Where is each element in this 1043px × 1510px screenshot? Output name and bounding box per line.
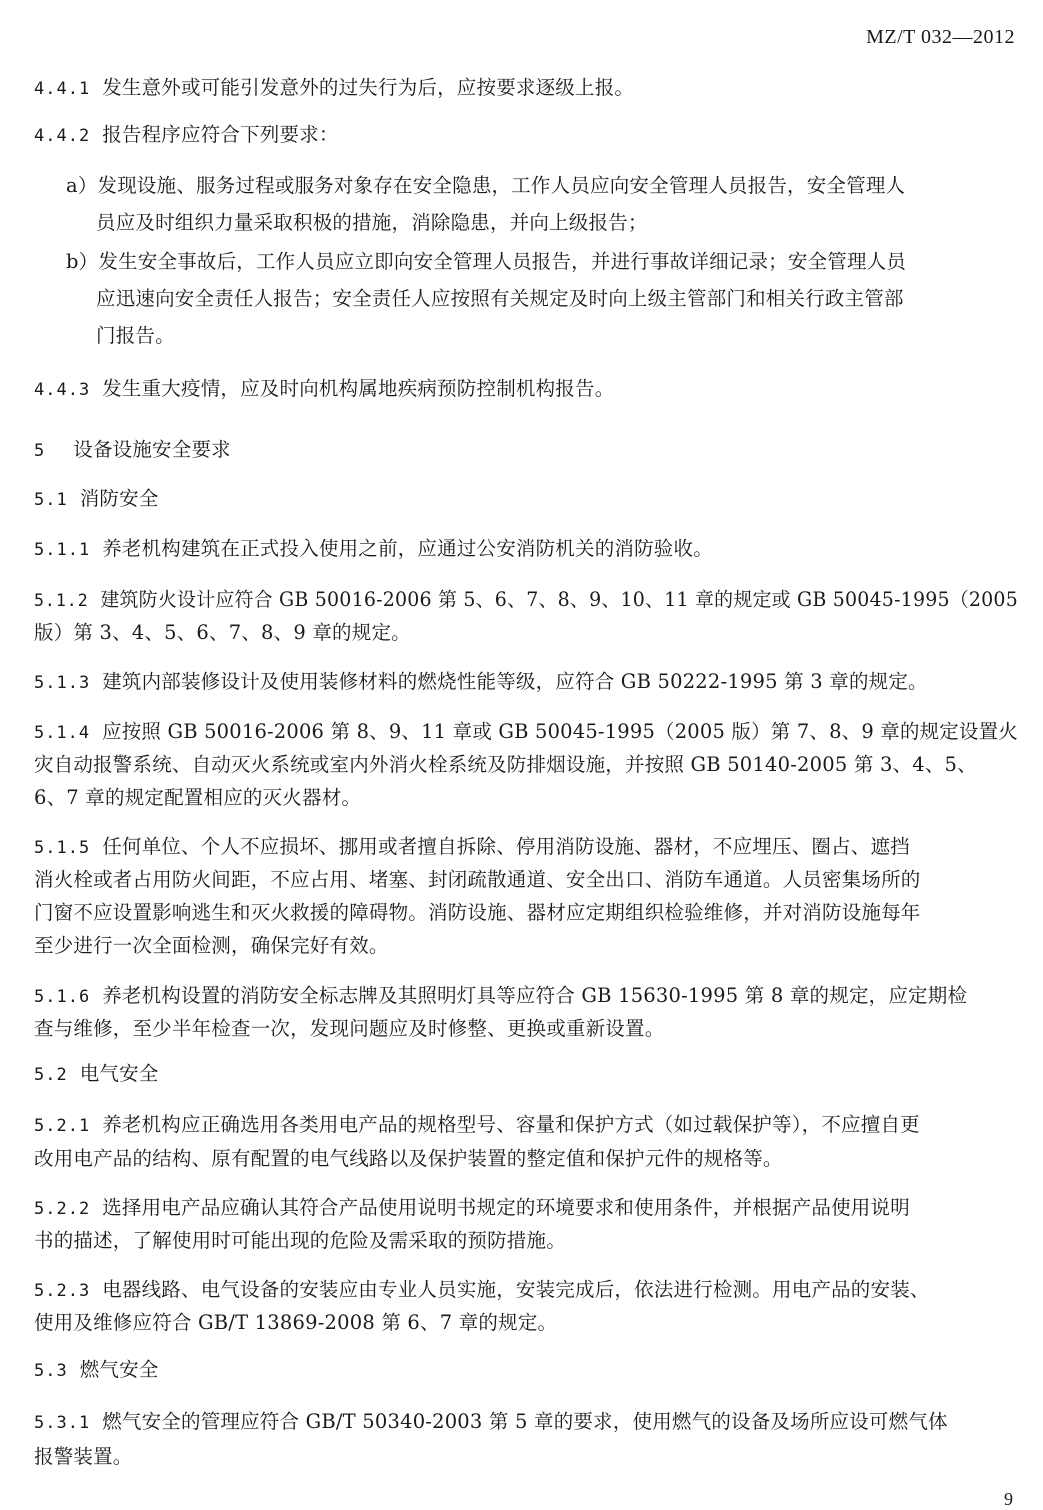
- clause-number: 5.1: [34, 490, 68, 510]
- clause-text: 使用及维修应符合 GB/T 13869-2008 第 6、7 章的规定。: [34, 1311, 558, 1334]
- page-number: 9: [1004, 1489, 1013, 1509]
- clause-line: [34, 1358, 159, 1383]
- clause-number: 4.4.3: [34, 380, 91, 400]
- clause-text: 门窗不应设置影响逃生和灭火救援的障碍物。消防设施、器材应定期组织检验维修，并对消防设施每年: [34, 901, 921, 924]
- clause-number: 5.2.1: [34, 1116, 91, 1136]
- clause-line: [34, 720, 1018, 745]
- clause-text: b）发生安全事故后，工作人员应立即向安全管理人员报告，并进行事故详细记录；安全管理人员: [66, 250, 907, 273]
- clause-line: [34, 1062, 159, 1087]
- clause-line: [34, 984, 967, 1009]
- clause-text: 建筑防火设计应符合 GB 50016-2006 第 5、6、7、8、9、10、11 章的规定或 GB 50045-1995（2005: [100, 588, 1018, 611]
- clause-text: 选择用电产品应确认其符合产品使用说明书规定的环境要求和使用条件，并根据产品使用说明: [102, 1196, 910, 1219]
- clause-text: 书的描述，了解使用时可能出现的危险及需采取的预防措施。: [34, 1229, 566, 1252]
- clause-line: [34, 670, 928, 695]
- clause-line: [34, 487, 159, 512]
- clause-line: [34, 537, 713, 562]
- clause-number: 5.1.4: [34, 723, 91, 743]
- clause-text: 发生重大疫情，应及时向机构属地疾病预防控制机构报告。: [102, 377, 615, 400]
- clause-line: [34, 123, 339, 148]
- clause-number: 5.1.1: [34, 540, 91, 560]
- clause-text: 报警装置。: [34, 1445, 133, 1468]
- clause-text: 版）第 3、4、5、6、7、8、9 章的规定。: [34, 621, 411, 644]
- clause-text: 消防安全: [79, 487, 159, 510]
- clause-line: [34, 76, 634, 101]
- clause-number: 5: [34, 441, 46, 461]
- clause-text: 应迅速向安全责任人报告；安全责任人应按照有关规定及时向上级主管部门和相关行政主管部: [96, 287, 904, 310]
- clause-line: [34, 1278, 930, 1303]
- clause-text: 查与维修，至少半年检查一次，发现问题应及时修整、更换或重新设置。: [34, 1017, 665, 1040]
- clause-text: 员应及时组织力量采取积极的措施，消除隐患，并向上级报告；: [96, 211, 648, 234]
- continuation-line: [34, 934, 389, 958]
- clause-number: 4.4.1: [34, 79, 91, 99]
- clause-text: 电器线路、电气设备的安装应由专业人员实施，安装完成后，依法进行检测。用电产品的安装、: [102, 1278, 930, 1301]
- clause-text: 养老机构应正确选用各类用电产品的规格型号、容量和保护方式（如过载保护等），不应擅自更: [102, 1113, 920, 1136]
- continuation-line: [96, 287, 904, 311]
- continuation-line: [34, 1311, 557, 1335]
- clause-text: 改用电产品的结构、原有配置的电气线路以及保护装置的整定值和保护元件的规格等。: [34, 1147, 783, 1170]
- clause-text: 燃气安全的管理应符合 GB/T 50340-2003 第 5 章的要求，使用燃气的设备及场所应设可燃气体: [102, 1410, 948, 1433]
- clause-text: 养老机构设置的消防安全标志牌及其照明灯具等应符合 GB 15630-1995 第 8 章的规定，应定期检: [102, 984, 968, 1007]
- clause-line: [34, 1196, 910, 1221]
- clause-number: 5.1.2: [34, 591, 89, 611]
- clause-line: [34, 1113, 920, 1138]
- clause-number: 4.4.2: [34, 126, 91, 146]
- clause-line: [34, 835, 910, 860]
- clause-text: 设备设施安全要求: [73, 438, 231, 461]
- clause-text: 6、7 章的规定配置相应的灭火器材。: [34, 786, 362, 809]
- clause-text: 应按照 GB 50016-2006 第 8、9、11 章或 GB 50045-1995（2005 版）第 7、8、9 章的规定设置火: [102, 720, 1018, 743]
- clause-line: [34, 377, 614, 402]
- clause-text: 灾自动报警系统、自动灭火系统或室内外消火栓系统及防排烟设施，并按照 GB 50140-2005 第 3、4、5、: [34, 753, 977, 776]
- clause-text: 消火栓或者占用防火间距，不应占用、堵塞、封闭疏散通道、安全出口、消防车通道。人员密集场所的: [34, 868, 921, 891]
- clause-text: 任何单位、个人不应损坏、挪用或者擅自拆除、停用消防设施、器材，不应埋压、圈占、遮挡: [102, 835, 910, 858]
- continuation-line: [34, 621, 411, 645]
- continuation-line: [34, 1229, 566, 1253]
- clause-line: [34, 588, 1018, 613]
- clause-number: 5.3.1: [34, 1413, 91, 1433]
- clause-text: a）发现设施、服务过程或服务对象存在安全隐患，工作人员应向安全管理人员报告，安全管理人: [66, 174, 906, 197]
- continuation-line: [96, 211, 648, 235]
- clause-text: 报告程序应符合下列要求：: [102, 123, 339, 146]
- continuation-line: [66, 174, 905, 198]
- clause-number: 5.2.2: [34, 1199, 91, 1219]
- clause-text: 电气安全: [79, 1062, 159, 1085]
- continuation-line: [34, 753, 977, 777]
- clause-text: 燃气安全: [79, 1358, 159, 1381]
- continuation-line: [34, 901, 921, 925]
- clause-number: 5.3: [34, 1361, 68, 1381]
- clause-text: 至少进行一次全面检测，确保完好有效。: [34, 934, 389, 957]
- clause-number: 5.1.6: [34, 987, 91, 1007]
- clause-number: 5.2: [34, 1065, 68, 1085]
- clause-number: 5.1.3: [34, 673, 91, 693]
- clause-number: 5.1.5: [34, 838, 91, 858]
- continuation-line: [96, 324, 175, 348]
- clause-text: 发生意外或可能引发意外的过失行为后，应按要求逐级上报。: [102, 76, 635, 99]
- continuation-line: [66, 250, 906, 274]
- clause-text: 建筑内部装修设计及使用装修材料的燃烧性能等级，应符合 GB 50222-1995 第 3 章的规定。: [102, 670, 928, 693]
- clause-number: 5.2.3: [34, 1281, 91, 1301]
- clause-line: [34, 438, 231, 463]
- continuation-line: [34, 1017, 664, 1041]
- clause-text: 养老机构建筑在正式投入使用之前，应通过公安消防机关的消防验收。: [102, 537, 713, 560]
- clause-line: [34, 1410, 948, 1435]
- continuation-line: [34, 1147, 783, 1171]
- clause-text: 门报告。: [96, 324, 175, 347]
- continuation-line: [34, 786, 361, 810]
- standard-code: MZ/T 032—2012: [866, 26, 1015, 48]
- continuation-line: [34, 1445, 133, 1469]
- continuation-line: [34, 868, 921, 892]
